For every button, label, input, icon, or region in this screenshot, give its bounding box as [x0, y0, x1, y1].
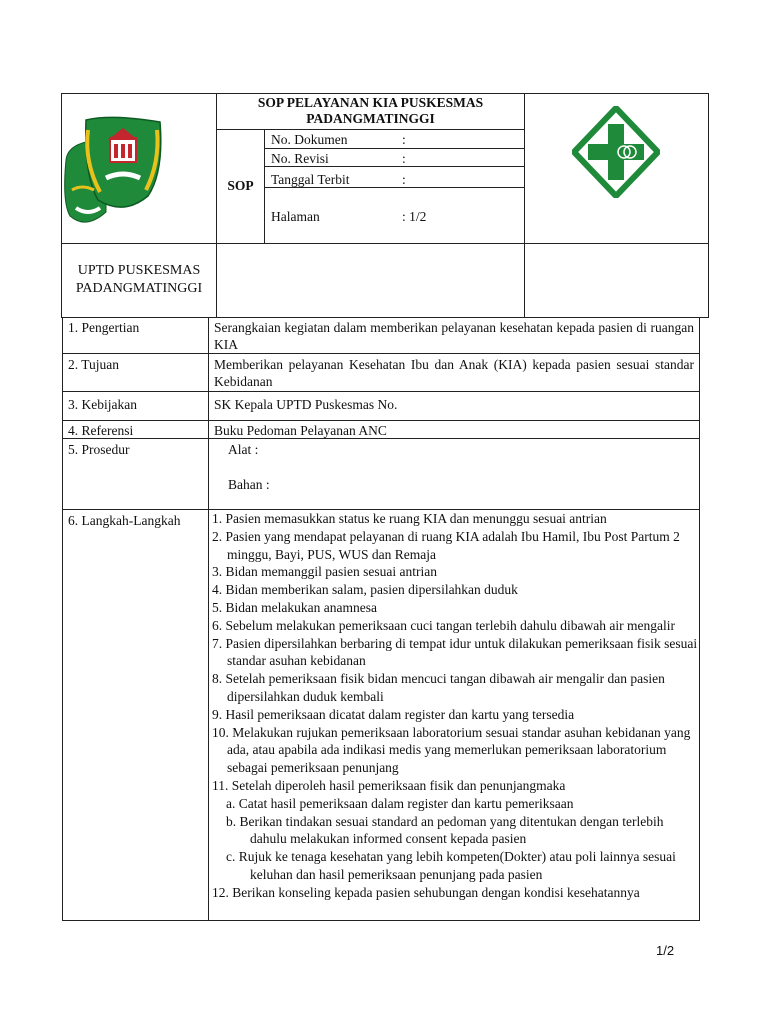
divider [264, 148, 524, 149]
list-item: c. Rujuk ke tenaga kesehatan yang lebih kompeten(Dokter) atau poli lainnya sesuai keluhan dan hasil pemeriksaan penunjang pada pasien [226, 849, 676, 882]
list-item: b. Berikan tindakan sesuai standard an pedoman yang ditentukan dengan terlebih dahulu melakukan informed consent kepada pasien [226, 813, 664, 847]
list-item: 10. Melakukan rujukan pemeriksaan laboratorium sesuai standar asuhan kebidanan yang ada, atau apabila ada indikasi medis yang memerlukan pemeriksaan laboratorium sebagai pemeriksaan penunjang [212, 724, 691, 776]
meta-row: No. Revisi : [271, 151, 406, 166]
list-item: 6. Sebelum melakukan pemeriksaan cuci tangan terlebih dahulu dibawah air mengalir [212, 617, 675, 633]
divider [62, 353, 700, 354]
section-text: Memberikan pelayanan Kesehatan Ibu dan Anak (KIA) kepada pasien sesuai standar Kebidanan [214, 357, 694, 389]
list-item: 2. Pasien yang mendapat pelayanan di ruang KIA adalah Ibu Hamil, Ibu Post Partum 2 minggu, Bayi, PUS, WUS dan Remaja [212, 528, 680, 562]
divider [62, 420, 700, 421]
list-item: 8. Setelah pemeriksaan fisik bidan mencuci tangan dibawah air mengalir dan pasien dipersilahkan duduk kembali [212, 671, 665, 704]
puskesmas-cross-icon [572, 106, 660, 198]
list-item: 3. Bidan memanggil pasien sesuai antrian [212, 564, 437, 580]
divider [524, 93, 525, 318]
prosedur-alat: Alat : [228, 442, 259, 457]
divider [61, 243, 709, 244]
section-label: 4. Referensi [68, 423, 134, 438]
page-number: 1/2 [656, 943, 675, 958]
regional-emblem-icon [60, 112, 165, 234]
list-item: 12. Berikan konseling kepada pasien sehubungan dengan kondisi kesehatannya [212, 884, 640, 900]
section-label: 5. Prosedur [68, 442, 130, 457]
list-item: 4. Bidan memberikan salam, pasien dipersilahkan duduk [212, 582, 518, 598]
meta-row: Tanggal Terbit : [271, 172, 406, 187]
divider [62, 391, 700, 392]
list-item: 11. Setelah diperoleh hasil pemeriksaan fisik dan penunjangmaka [212, 777, 566, 793]
section-text: Serangkaian kegiatan dalam memberikan pelayanan kesehatan kepada pasien di ruangan KIA [214, 320, 694, 352]
section-text: SK Kepala UPTD Puskesmas No. [214, 397, 398, 412]
list-item: 9. Hasil pemeriksaan dicatat dalam register dan kartu yang tersedia [212, 706, 575, 722]
org-name: UPTD PUSKESMAS PADANGMATINGGI [75, 263, 203, 296]
section-label: 1. Pengertian [68, 320, 140, 335]
steps-list [212, 510, 702, 902]
sop-label: SOP [227, 178, 254, 193]
divider [264, 129, 265, 243]
list-item: 7. Pasien dipersilahkan berbaring di tempat idur untuk dilakukan pemeriksaan fisik sesuai standar asuhan kebidanan [212, 635, 698, 669]
meta-row: No. Dokumen : [271, 132, 406, 147]
page-title: SOP PELAYANAN KIA PUSKESMAS PADANGMATINGGI [257, 95, 484, 126]
prosedur-bahan: Bahan : [228, 477, 270, 492]
section-label: 6. Langkah-Langkah [68, 513, 181, 528]
divider [208, 317, 209, 921]
section-label: 2. Tujuan [68, 357, 120, 372]
section-text: Buku Pedoman Pelayanan ANC [214, 423, 387, 438]
list-item: a. Catat hasil pemeriksaan dalam register dan kartu pemeriksaan [226, 795, 574, 811]
list-item: 1. Pasien memasukkan status ke ruang KIA dan menunggu sesuai antrian [212, 511, 607, 526]
list-item: 5. Bidan melakukan anamnesa [212, 599, 377, 615]
meta-row: Halaman : 1/2 [271, 209, 427, 224]
section-label: 3. Kebijakan [68, 397, 137, 412]
